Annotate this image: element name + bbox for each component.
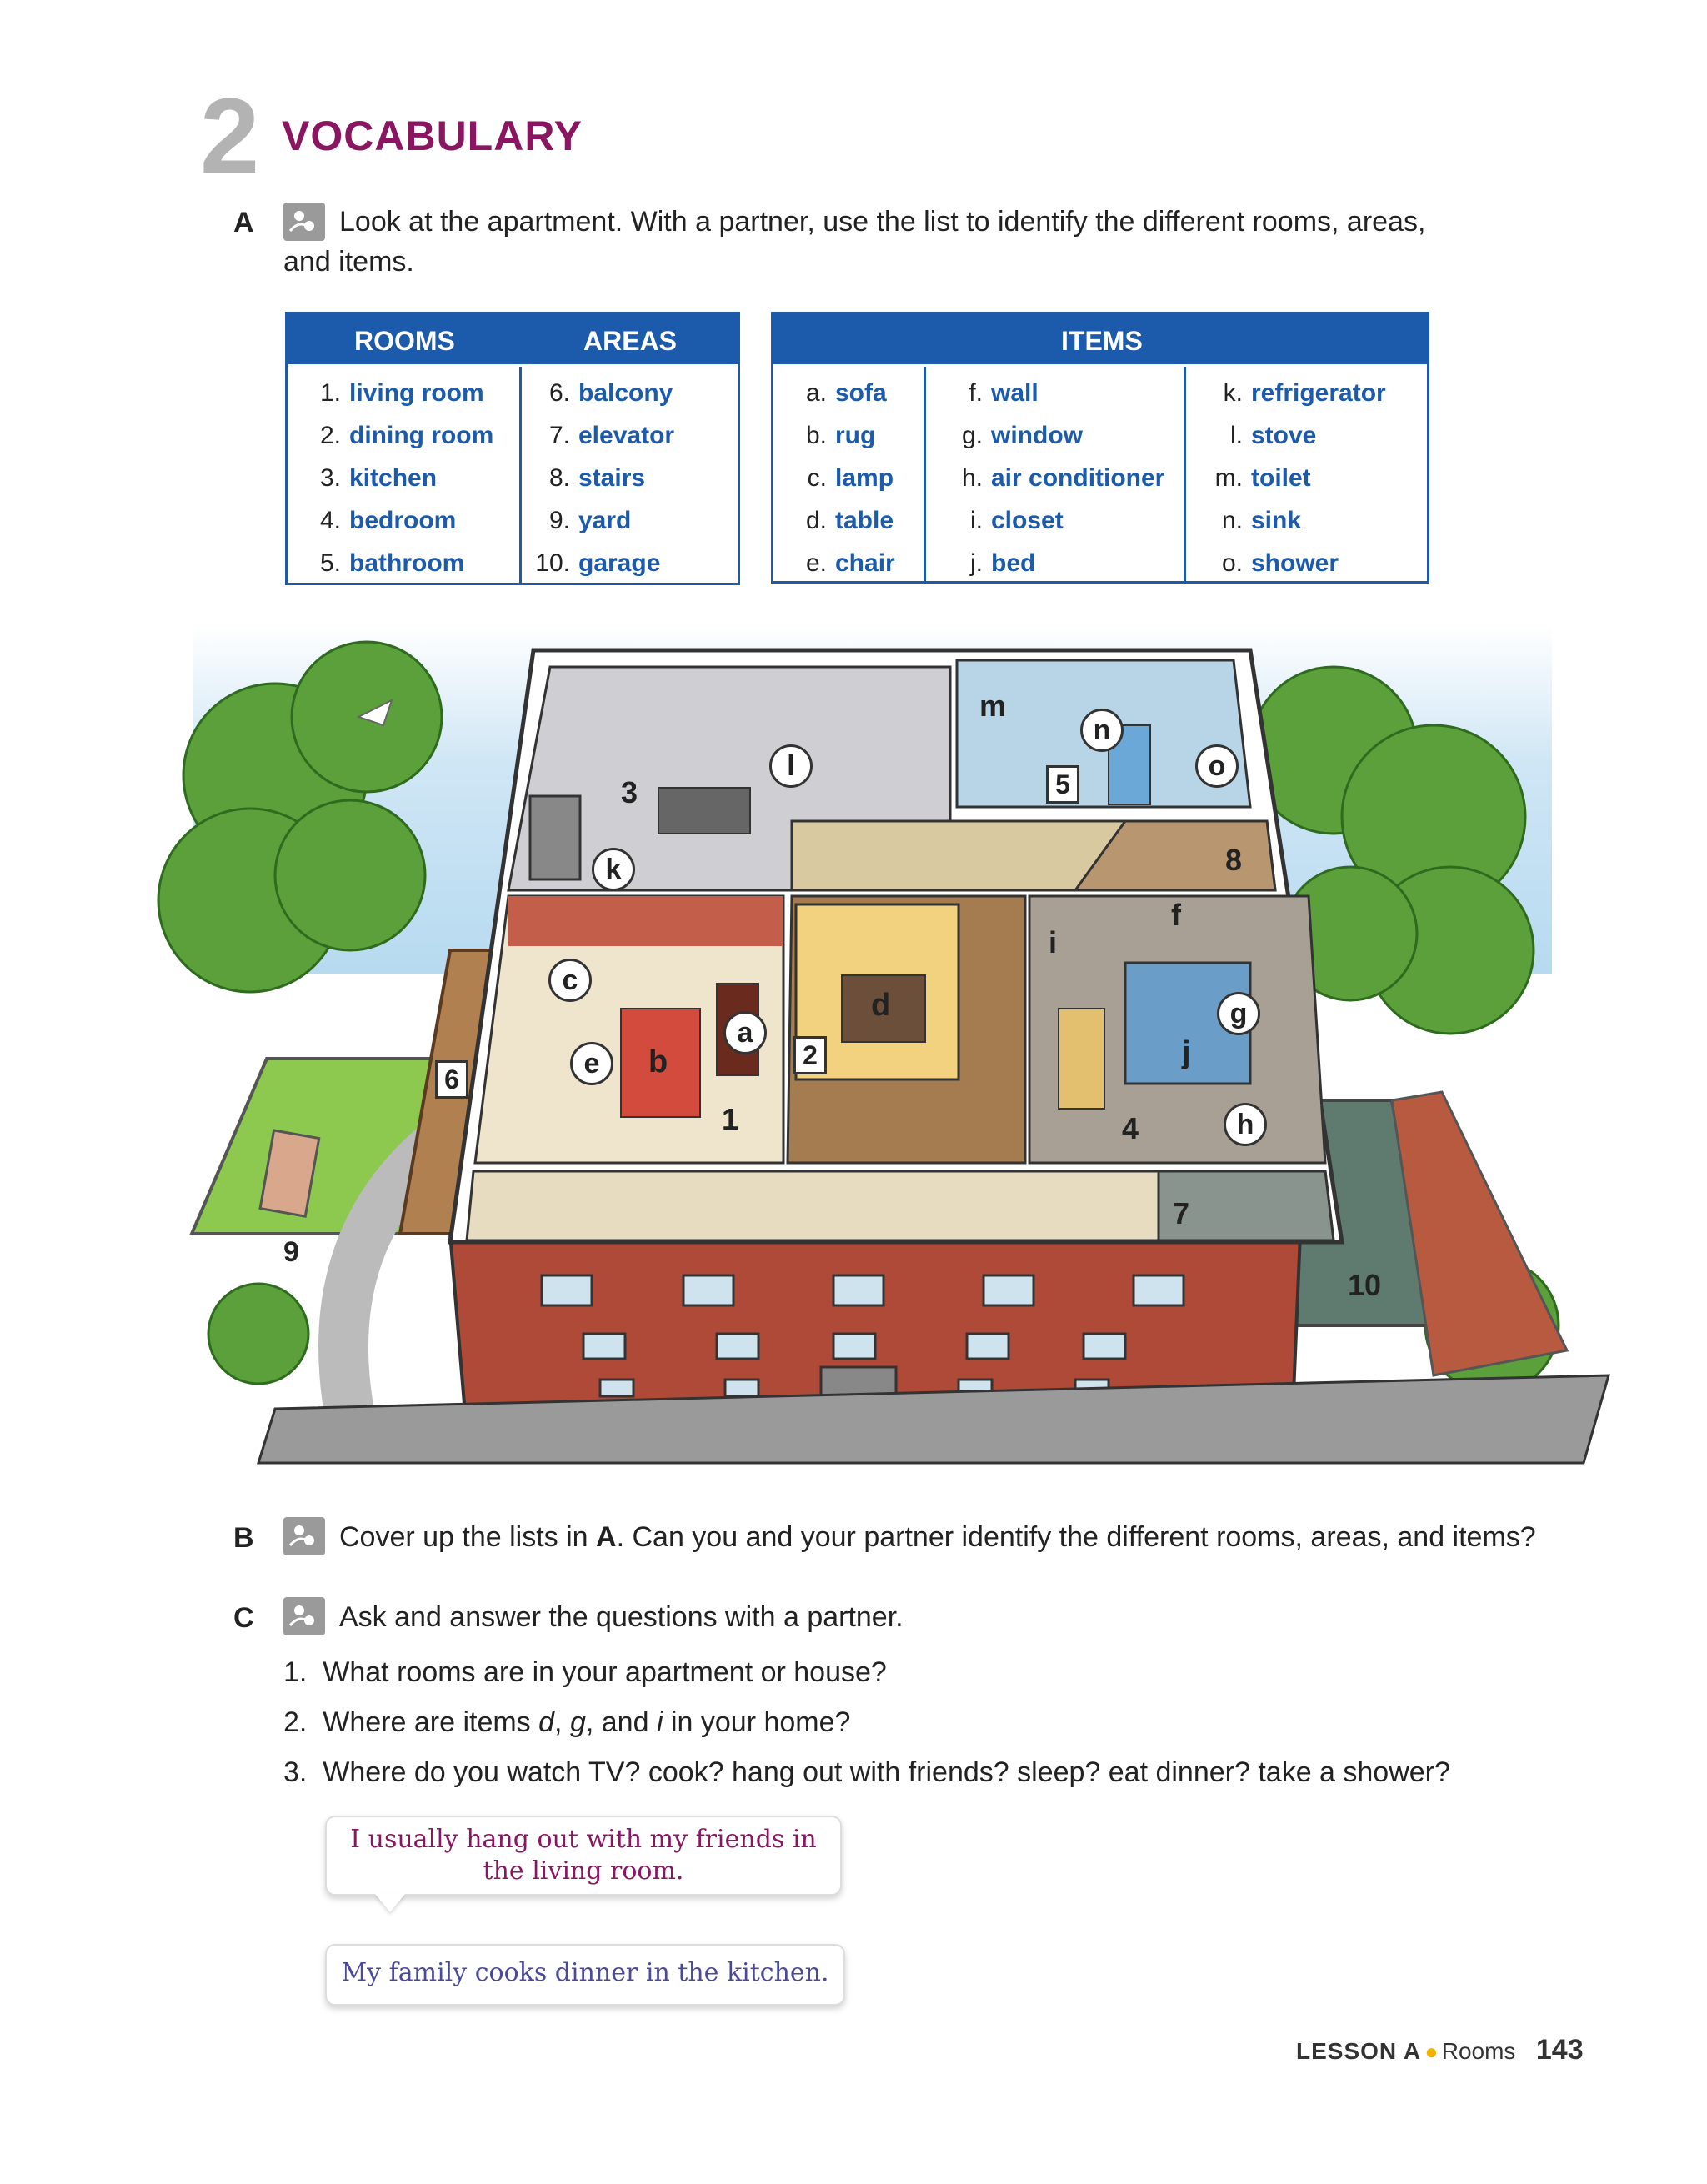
label-2: 2	[793, 1036, 827, 1074]
item-row: f. wall	[969, 379, 1039, 407]
question-2: 2. Where are items d, g, and i in your home?	[283, 1706, 851, 1738]
page-number: 143	[1535, 2034, 1584, 2066]
label-h: h	[1224, 1103, 1267, 1146]
item-row: c. lamp	[807, 464, 894, 492]
section-a-instruction-line2: and items.	[283, 246, 414, 278]
label-c: c	[548, 959, 592, 1002]
room-row: 4. bedroom	[319, 507, 457, 534]
label-l: l	[769, 744, 813, 788]
label-m: m	[979, 689, 1007, 723]
speech-bubble-2: My family cooks dinner in the kitchen.	[325, 1944, 845, 2006]
pair-work-icon	[283, 1517, 325, 1555]
section-b-instruction: Cover up the lists in A. Can you and your partner identify the different rooms, areas, and items?	[339, 1521, 1536, 1553]
label-4: 4	[1122, 1111, 1139, 1145]
room-row: 5. bathroom	[319, 549, 465, 577]
label-i: i	[1049, 925, 1058, 959]
label-8: 8	[1225, 843, 1243, 877]
item-row: d. table	[805, 507, 894, 534]
rooms-column	[288, 367, 519, 583]
item-row: j. bed	[970, 549, 1036, 577]
item-row: a. sofa	[805, 379, 887, 407]
area-row: 6. balcony	[548, 379, 673, 407]
section-c-letter: C	[233, 1602, 254, 1634]
rooms-header: ROOMS	[354, 326, 455, 356]
label-f: f	[1171, 898, 1181, 932]
label-d: d	[871, 988, 891, 1023]
speech-bubble-2-tail	[755, 1927, 785, 1946]
section-c-instruction: Ask and answer the questions with a partner.	[339, 1601, 904, 1633]
apartment-illustration	[0, 617, 1707, 1467]
page-footer	[1296, 2034, 1584, 2066]
footer-lesson: LESSON A	[1296, 2038, 1422, 2064]
item-row: i. closet	[970, 507, 1064, 534]
label-10: 10	[1348, 1268, 1382, 1302]
items-table	[771, 312, 1429, 584]
refrigerator	[530, 796, 580, 879]
speech-bubble-1-line2: the living room.	[483, 1856, 684, 1886]
item-row: n. sink	[1221, 507, 1302, 534]
question-3: 3. Where do you watch TV? cook? hang out with friends? sleep? eat dinner? take a shower?	[283, 1756, 1450, 1788]
label-n: n	[1080, 709, 1124, 752]
label-9: 9	[283, 1236, 299, 1268]
items-column-1	[773, 367, 924, 581]
items-column-3	[1184, 367, 1429, 581]
pair-work-icon	[283, 203, 325, 241]
items-header-bar	[773, 314, 1427, 364]
room-row: 1. living room	[319, 379, 484, 407]
items-column-2	[924, 367, 1186, 581]
area-row: 9. yard	[548, 507, 632, 534]
label-5: 5	[1046, 765, 1079, 804]
items-header: ITEMS	[1061, 326, 1143, 356]
item-row: g. window	[961, 422, 1083, 449]
speech-bubble-1	[325, 1816, 842, 1896]
room-row: 2. dining room	[319, 422, 494, 449]
item-row: h. air conditioner	[961, 464, 1165, 492]
item-row: o. shower	[1221, 549, 1339, 577]
label-k: k	[592, 848, 635, 891]
label-b: b	[648, 1044, 668, 1079]
question-1: 1. What rooms are in your apartment or house?	[283, 1656, 887, 1688]
label-j: j	[1182, 1035, 1191, 1070]
rooms-areas-table	[285, 312, 740, 585]
section-title: VOCABULARY	[282, 113, 583, 159]
label-o: o	[1195, 744, 1239, 788]
item-row: e. chair	[805, 549, 895, 577]
label-7: 7	[1173, 1196, 1190, 1230]
section-number: 2	[200, 77, 260, 196]
areas-column	[519, 367, 740, 583]
label-a: a	[723, 1011, 767, 1054]
area-row: 7. elevator	[548, 422, 675, 449]
areas-header: AREAS	[583, 326, 678, 356]
label-e: e	[570, 1042, 613, 1085]
label-6: 6	[435, 1060, 468, 1099]
area-row: 8. stairs	[548, 464, 646, 492]
section-a-letter: A	[233, 207, 254, 238]
label-3: 3	[621, 775, 638, 809]
item-row: m. toilet	[1214, 464, 1311, 492]
room-row: 3. kitchen	[319, 464, 438, 492]
item-row: l. stove	[1230, 422, 1317, 449]
footer-topic: Rooms	[1441, 2038, 1516, 2064]
item-row: k. refrigerator	[1223, 379, 1386, 407]
footer-dot-icon: ●	[1424, 2039, 1439, 2064]
area-row: 10. garage	[535, 549, 661, 577]
label-1: 1	[722, 1102, 739, 1136]
speech-bubble-1-line1: I usually hang out with my friends in	[350, 1825, 817, 1854]
section-a-instruction-line1: Look at the apartment. With a partner, use the list to identify the different rooms, areas,	[339, 206, 1426, 238]
section-b-letter: B	[233, 1522, 254, 1554]
label-g: g	[1217, 992, 1260, 1035]
speech-bubble-1-tail	[375, 1894, 405, 1912]
rooms-areas-header	[288, 314, 738, 364]
item-row: b. rug	[805, 422, 876, 449]
pair-work-icon	[283, 1597, 325, 1635]
